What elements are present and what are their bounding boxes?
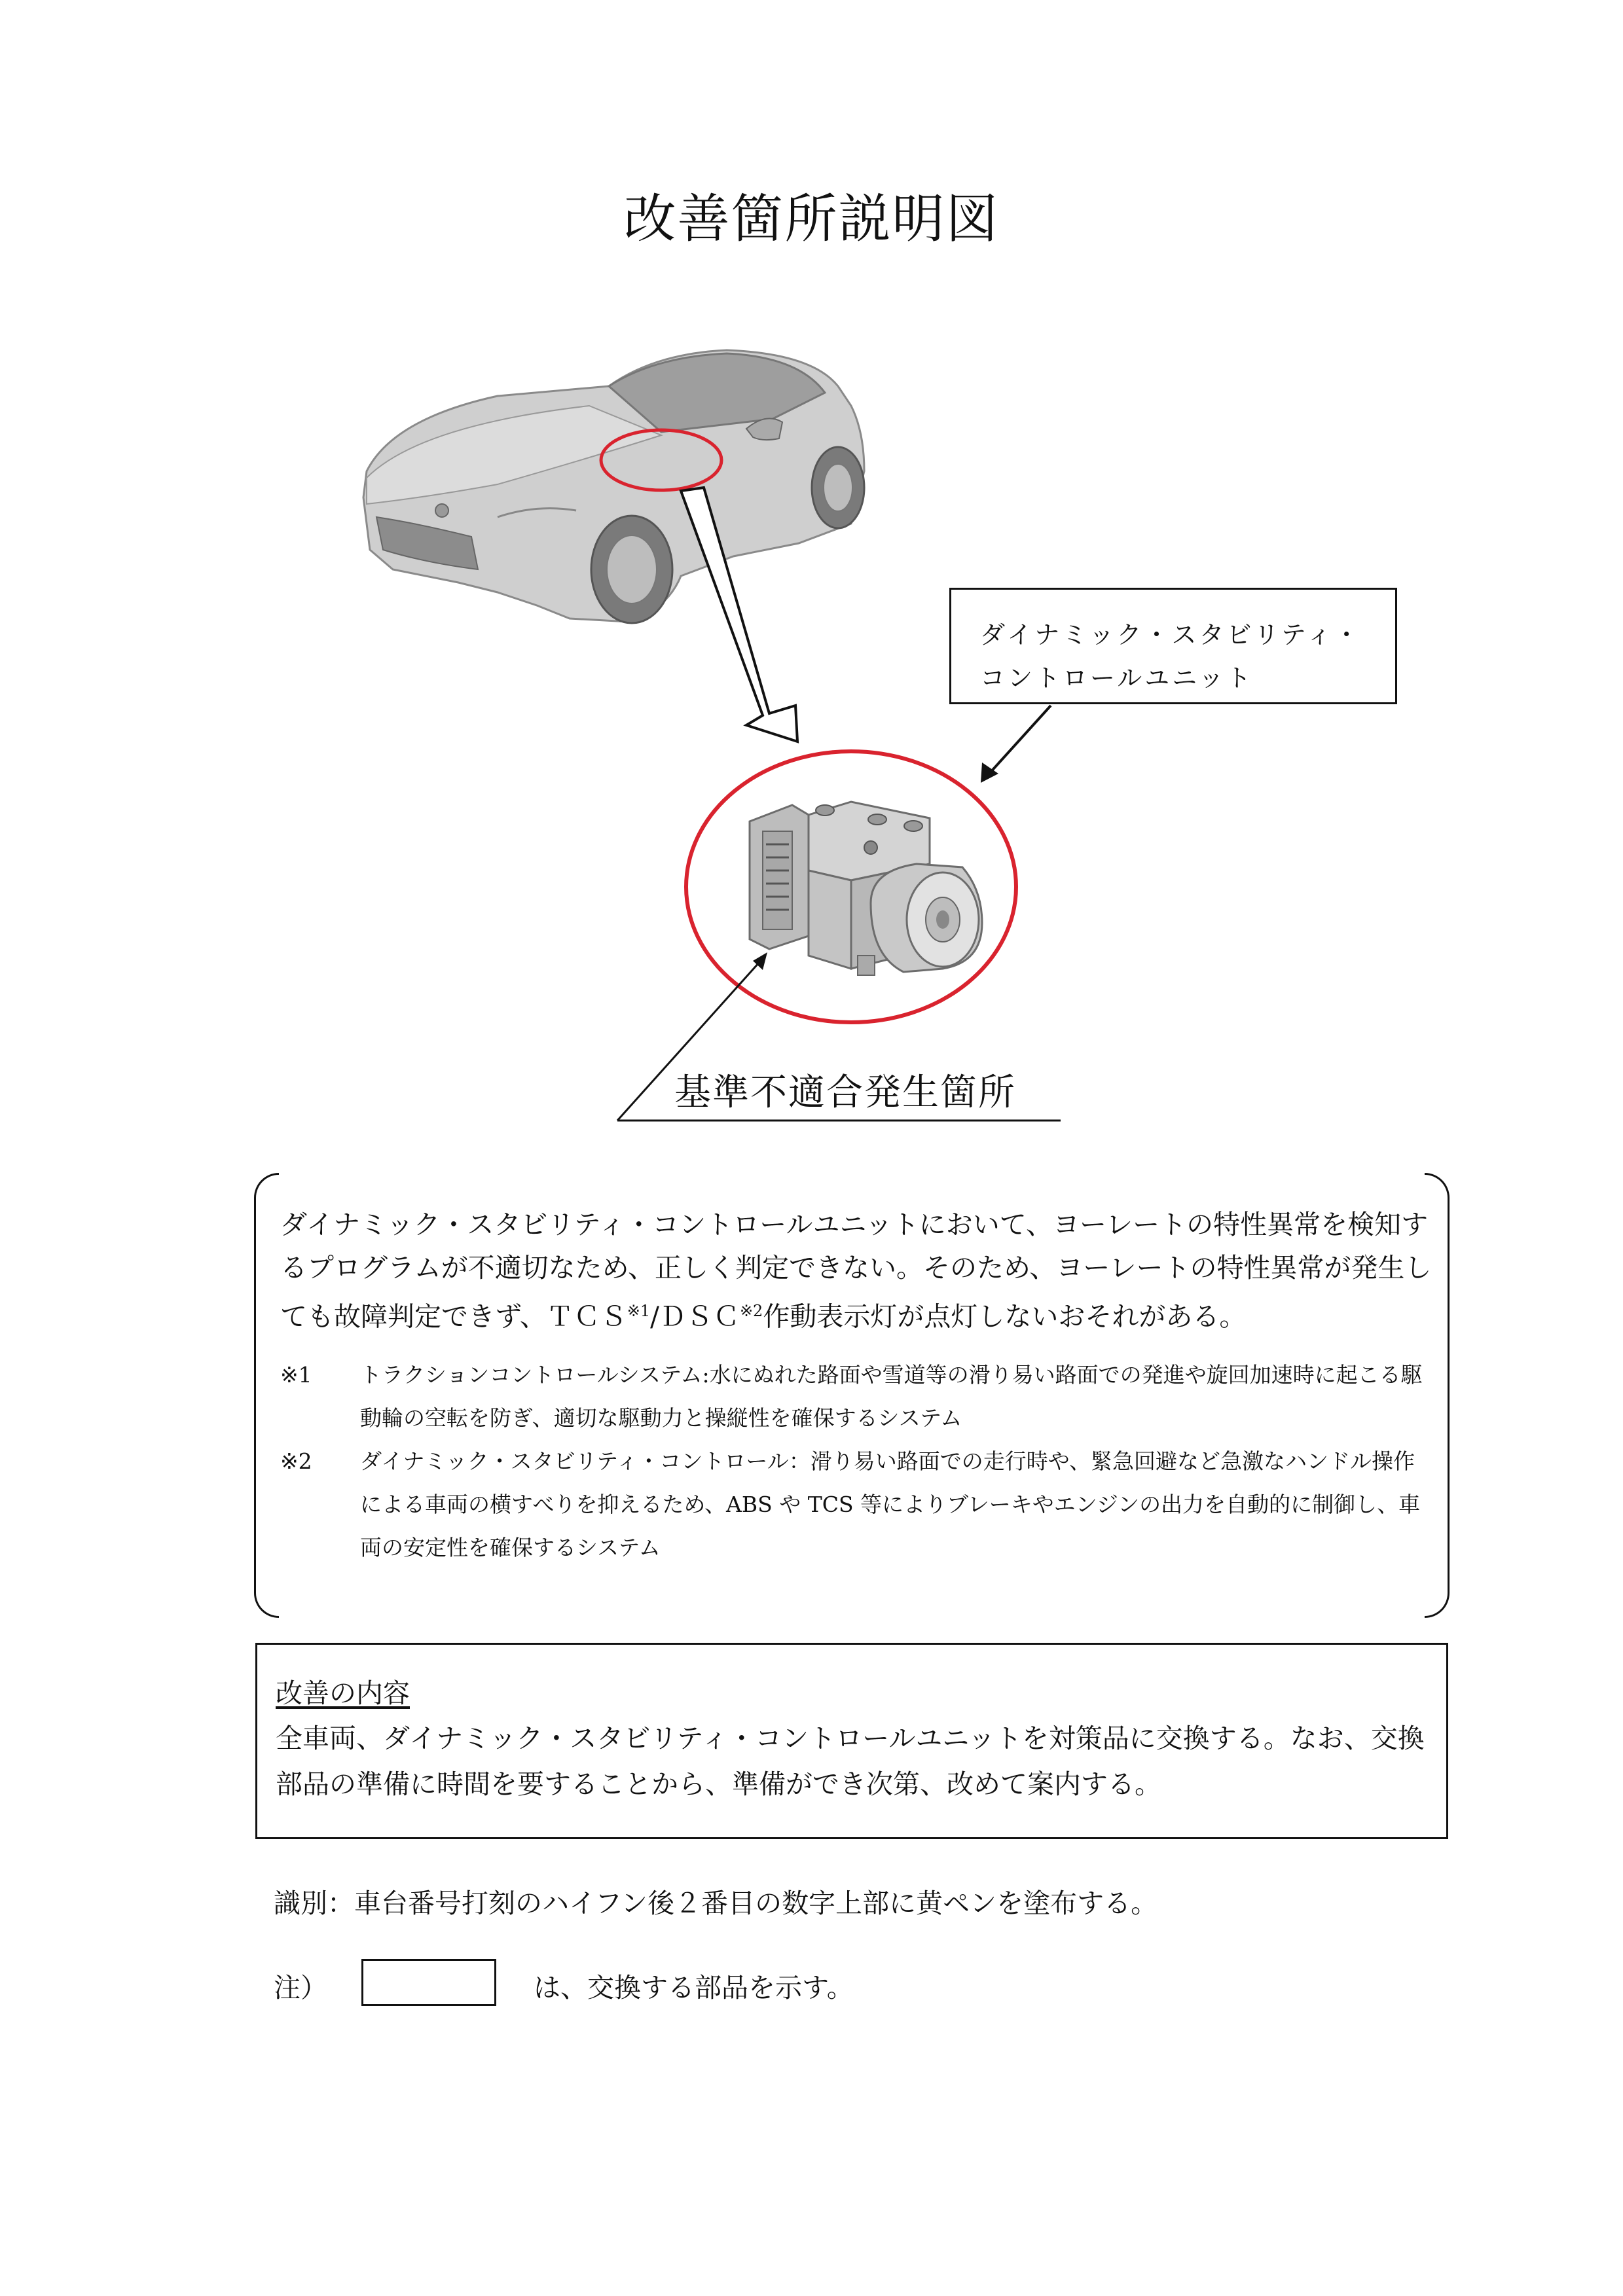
identification-text: 識別：車台番号打刻のハイフン後２番目の数字上部に黄ペンを塗布する。 xyxy=(274,1888,1158,1919)
dsc-unit-illustration xyxy=(750,802,982,975)
improvement-box xyxy=(255,1643,1448,1839)
unit-label-line1: ダイナミック・スタビリティ・ xyxy=(980,620,1362,649)
description-box xyxy=(254,1173,1450,1618)
description-text-1: ダイナミック・スタビリティ・コントロールユニットにおいて、ヨーレートの特性異常を検知するプログラムが不適切なため、正しく判定できない。そのため、ヨーレートの特性異常が発生しても故障判定できず、ＴＣＳ xyxy=(280,1209,1432,1333)
description-paragraph xyxy=(280,1203,1432,1338)
legend-text: は、交換する部品を示す。 xyxy=(534,1972,854,2003)
legend-prefix: 注） xyxy=(274,1972,327,2003)
description-text-3: 作動表示灯が点灯しないおそれがある。 xyxy=(763,1300,1247,1333)
unit-label-line2: コントロールユニット xyxy=(980,664,1254,692)
footnote-2-mark: ※2 xyxy=(280,1448,312,1474)
footnote-1-mark: ※1 xyxy=(280,1362,312,1388)
footnote-1 xyxy=(280,1354,1432,1440)
footnote-ref-1: ※1 xyxy=(627,1302,651,1320)
defect-location-label: 基準不適合発生箇所 xyxy=(674,1071,1016,1114)
legend-sample-box xyxy=(361,1959,496,2006)
improvement-text: 全車両、ダイナミック・スタビリティ・コントロールユニットを対策品に交換する。なお、交換部品の準備に時間を要することから、準備ができ次第、改めて案内する。 xyxy=(276,1723,1425,1800)
description-bracket-left xyxy=(254,1173,279,1618)
footnote-1-text: トラクションコントロールシステム:水にぬれた路面や雪道等の滑り易い路面での発進や旋回加速時に起こる駆動輪の空転を防ぎ、適切な駆動力と操縦性を確保するシステム xyxy=(360,1362,1423,1431)
footnote-2-text: ダイナミック・スタビリティ・コントロール：滑り易い路面での走行時や、緊急回避など急激なハンドル操作による車両の横すべりを抑えるため、ABS や TCS 等によりブレーキやエンジンの出力を自動的に制御し、車両の安定性を確保するシステム xyxy=(360,1448,1421,1560)
improvement-heading: 改善の内容 xyxy=(276,1677,410,1709)
description-text-2: /ＤＳＣ xyxy=(650,1300,740,1333)
page-title: 改善箇所説明図 xyxy=(623,188,1000,249)
unit-label-arrow-line xyxy=(989,706,1051,774)
footnote-ref-2: ※2 xyxy=(739,1302,763,1320)
unit-label-box xyxy=(949,588,1397,704)
footnote-2 xyxy=(280,1440,1432,1570)
car-illustration xyxy=(363,350,864,623)
